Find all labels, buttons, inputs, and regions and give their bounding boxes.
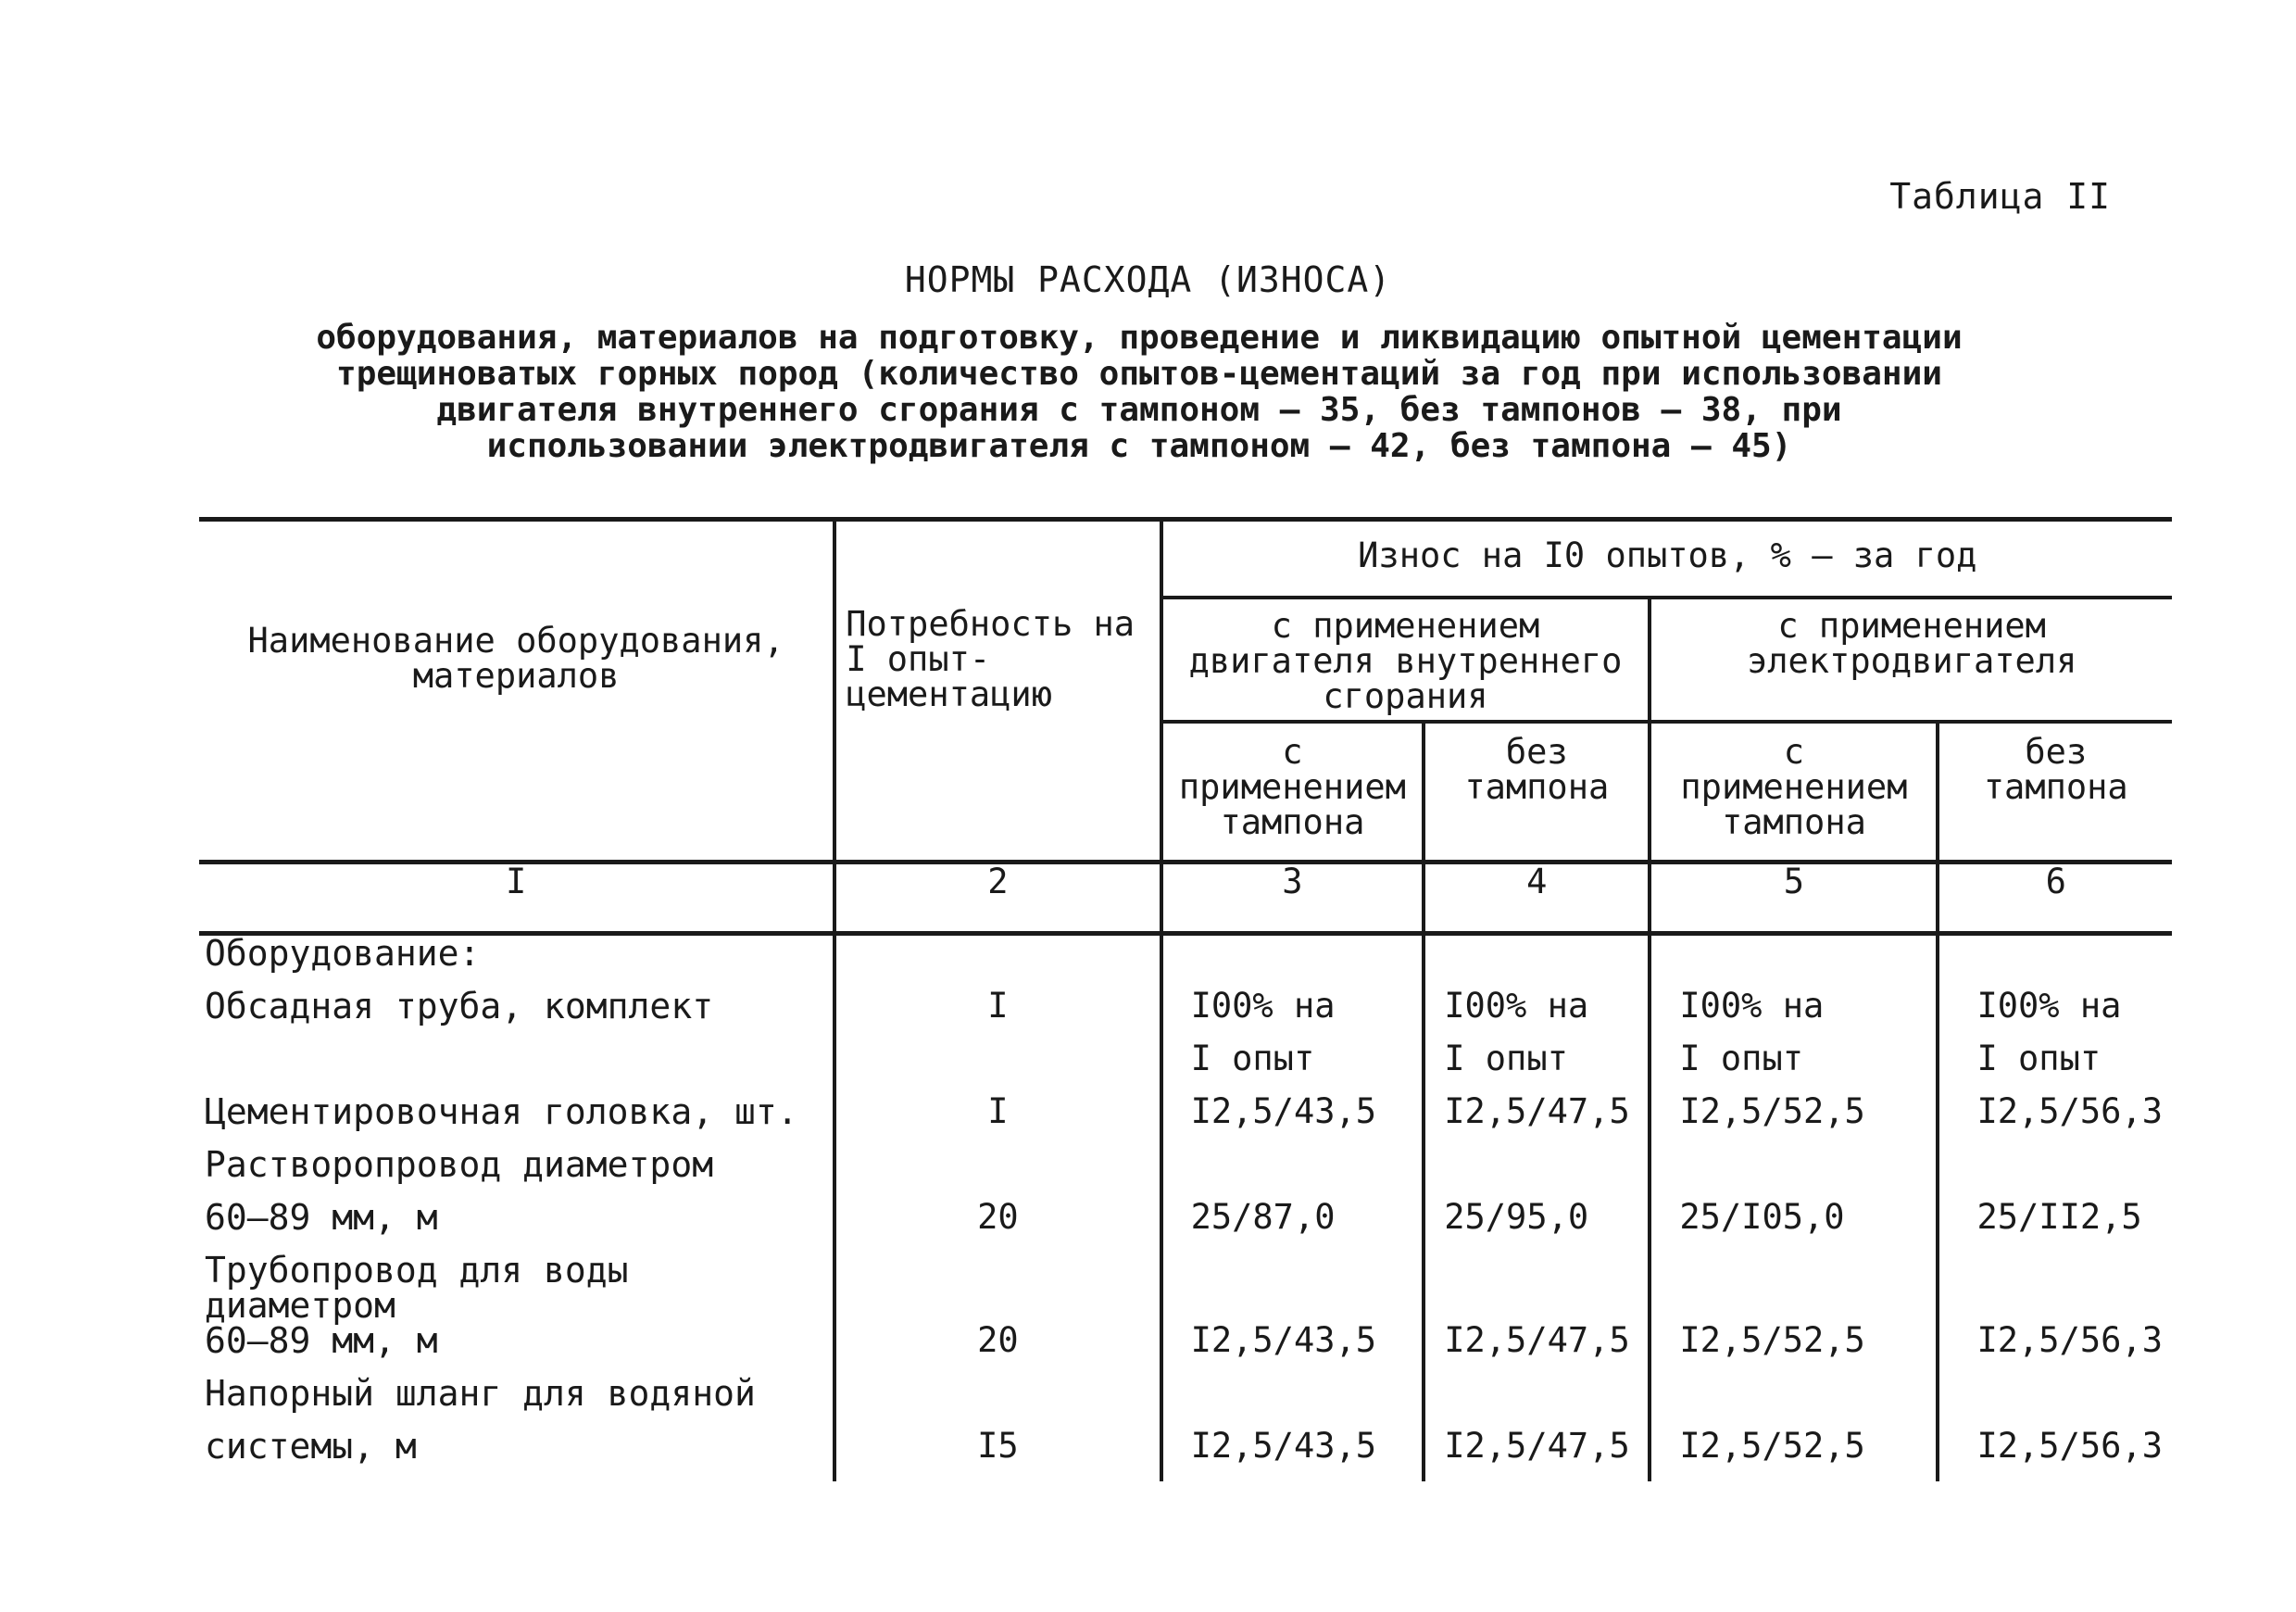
table-row: [199, 1200, 2172, 1253]
row-value: [1650, 1376, 1938, 1429]
column-number: 2: [834, 863, 1161, 934]
header-el-without-tampon: без тампона: [1938, 722, 2172, 863]
row-value: I2,5/56,3: [1938, 1094, 2172, 1147]
row-name: системы, м: [199, 1429, 834, 1481]
header-electric: с применением электродвигателя: [1650, 598, 2172, 722]
table-row: [199, 1323, 2172, 1376]
column-number: 3: [1161, 863, 1424, 934]
row-need: [834, 1041, 1161, 1094]
row-value: [1424, 1147, 1650, 1200]
row-value: I2,5/52,5: [1650, 1429, 1938, 1481]
row-name: Обсадная труба, комплект: [199, 989, 834, 1041]
row-value: I2,5/47,5: [1424, 1429, 1650, 1481]
row-value: I00% на: [1650, 989, 1938, 1041]
row-value: I2,5/43,5: [1161, 1429, 1424, 1481]
row-need: [834, 1376, 1161, 1429]
row-value: 25/II2,5: [1938, 1200, 2172, 1253]
row-need: [834, 1147, 1161, 1200]
row-name: Напорный шланг для водяной: [199, 1376, 834, 1429]
row-need: I5: [834, 1429, 1161, 1481]
row-value: 25/87,0: [1161, 1200, 1424, 1253]
row-value: 25/I05,0: [1650, 1200, 1938, 1253]
row-name: 60–89 мм, м: [199, 1200, 834, 1253]
table-row: [199, 1041, 2172, 1094]
table-row: [199, 1253, 2172, 1323]
row-value: I2,5/56,3: [1938, 1323, 2172, 1376]
row-need: 20: [834, 1323, 1161, 1376]
norms-table: [199, 517, 2172, 1481]
row-value: I2,5/52,5: [1650, 1094, 1938, 1147]
row-value: I опыт: [1938, 1041, 2172, 1094]
row-value: I2,5/47,5: [1424, 1094, 1650, 1147]
subtitle-line: оборудования, материалов на подготовку, проведение и ликвидацию опытной цементации: [316, 319, 1963, 357]
table-number: Таблица II: [1889, 176, 2111, 217]
row-value: [1938, 1376, 2172, 1429]
row-value: I опыт: [1161, 1041, 1424, 1094]
column-number: 5: [1650, 863, 1938, 934]
table-body: [199, 986, 2172, 1481]
header-ice-with-tampon: с применением тампона: [1161, 722, 1424, 863]
header-el-with-tampon: с применением тампона: [1650, 722, 1938, 863]
row-value: I2,5/43,5: [1161, 1323, 1424, 1376]
row-value: [1650, 1253, 1938, 1323]
row-name: 60–89 мм, м: [199, 1323, 834, 1376]
column-number: 6: [1938, 863, 2172, 934]
header-need: Потребность на I опыт-цементацию: [834, 520, 1161, 863]
table-row: [199, 1147, 2172, 1200]
table-row: [199, 1094, 2172, 1147]
row-value: 25/95,0: [1424, 1200, 1650, 1253]
row-name: Трубопровод для воды диаметром: [199, 1253, 834, 1323]
subtitle-line: двигателя внутреннего сгорания с тампоном – 35, без тампонов – 38, при: [436, 391, 1842, 429]
row-value: I2,5/56,3: [1938, 1429, 2172, 1481]
row-need: [834, 1253, 1161, 1323]
row-value: [1424, 1376, 1650, 1429]
row-need: I: [834, 989, 1161, 1041]
table-row: [199, 1376, 2172, 1429]
row-name: Цементировочная головка, шт.: [199, 1094, 834, 1147]
row-name: [199, 1041, 834, 1094]
column-number: 4: [1424, 863, 1650, 934]
header-wear: Износ на I0 опытов, % – за год: [1161, 520, 2172, 598]
document-title: НОРМЫ РАСХОДА (ИЗНОСА): [904, 259, 1392, 300]
row-value: I опыт: [1650, 1041, 1938, 1094]
row-value: [1938, 1147, 2172, 1200]
subtitle-line: трещиноватых горных пород (количество опытов-цементаций за год при использовании: [336, 355, 1942, 393]
row-value: I00% на: [1938, 989, 2172, 1041]
column-numbers-row: [199, 863, 2172, 934]
row-name: Растворопровод диаметром: [199, 1147, 834, 1200]
row-need: 20: [834, 1200, 1161, 1253]
subtitle-line: использовании электродвигателя с тампоном – 42, без тампона – 45): [486, 427, 1792, 465]
row-need: I: [834, 1094, 1161, 1147]
row-value: I2,5/47,5: [1424, 1323, 1650, 1376]
header-name: Наименование оборудования, материалов: [199, 520, 834, 863]
row-value: I2,5/52,5: [1650, 1323, 1938, 1376]
row-value: I00% на: [1161, 989, 1424, 1041]
row-value: I опыт: [1424, 1041, 1650, 1094]
row-value: [1161, 1147, 1424, 1200]
row-value: I2,5/43,5: [1161, 1094, 1424, 1147]
document-subtitle: [185, 320, 2093, 464]
table-row: [199, 1429, 2172, 1481]
section-row: [199, 934, 2172, 989]
row-value: [1650, 1147, 1938, 1200]
row-value: [1161, 1253, 1424, 1323]
header-ice-without-tampon: без тампона: [1424, 722, 1650, 863]
row-value: [1938, 1253, 2172, 1323]
row-value: [1424, 1253, 1650, 1323]
section-title: Оборудование:: [199, 934, 834, 989]
row-value: I00% на: [1424, 989, 1650, 1041]
table-row: [199, 989, 2172, 1041]
column-number: I: [199, 863, 834, 934]
row-value: [1161, 1376, 1424, 1429]
header-ice: с применением двигателя внутреннего сгорания: [1161, 598, 1650, 722]
